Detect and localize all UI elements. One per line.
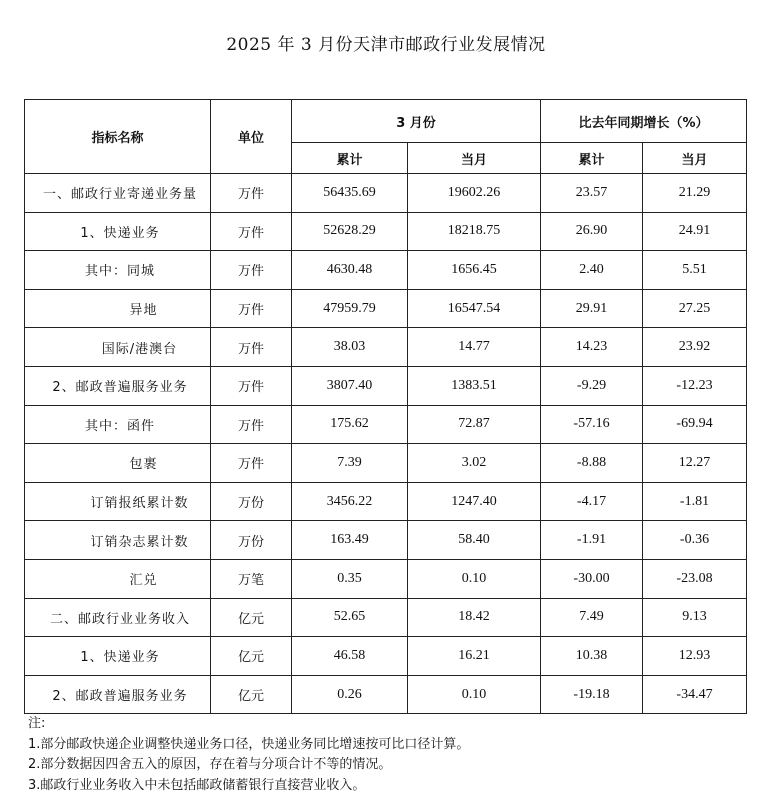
- table-row: [25, 251, 747, 290]
- table-row: [25, 559, 747, 598]
- row-growth-cumulative: 26.90: [541, 212, 643, 251]
- page-title: 2025 年 3 月份天津市邮政行业发展情况: [226, 35, 546, 55]
- row-name: 包裹: [25, 444, 211, 483]
- row-growth-cumulative: -8.88: [541, 444, 643, 483]
- row-unit: 万件: [211, 212, 292, 251]
- header-growth: 比去年同期增长（%）: [541, 100, 747, 143]
- row-cumulative: 38.03: [292, 328, 408, 367]
- table-row: [25, 675, 747, 714]
- header-unit: 单位: [211, 100, 292, 174]
- row-unit: 万件: [211, 174, 292, 213]
- row-cumulative: 46.58: [292, 637, 408, 676]
- note-item-1: 1.部分邮政快递企业调整快递业务口径，快递业务同比增速按可比口径计算。: [28, 736, 470, 752]
- table-row: [25, 174, 747, 213]
- row-unit: 万件: [211, 405, 292, 444]
- row-current: 19602.26: [408, 174, 541, 213]
- row-current: 0.10: [408, 559, 541, 598]
- row-name: 国际/港澳台: [25, 328, 211, 367]
- row-current: 1383.51: [408, 366, 541, 405]
- row-cumulative: 0.35: [292, 559, 408, 598]
- row-cumulative: 163.49: [292, 521, 408, 560]
- table-row: [25, 482, 747, 521]
- row-name: 其中：函件: [25, 405, 211, 444]
- header-indicator: 指标名称: [25, 100, 211, 174]
- row-growth-current: 9.13: [643, 598, 747, 637]
- row-growth-cumulative: 29.91: [541, 289, 643, 328]
- row-cumulative: 52628.29: [292, 212, 408, 251]
- row-name: 订销报纸累计数: [25, 482, 211, 521]
- row-unit: 万笔: [211, 559, 292, 598]
- row-current: 18218.75: [408, 212, 541, 251]
- header-growth-current: 当月: [643, 143, 747, 174]
- row-unit: 万份: [211, 482, 292, 521]
- row-growth-cumulative: -57.16: [541, 405, 643, 444]
- row-unit: 万件: [211, 444, 292, 483]
- header-march: 3 月份: [292, 100, 541, 143]
- row-cumulative: 4630.48: [292, 251, 408, 290]
- row-name: 二、邮政行业业务收入: [25, 598, 211, 637]
- row-unit: 万份: [211, 521, 292, 560]
- table-row: [25, 328, 747, 367]
- row-growth-cumulative: -19.18: [541, 675, 643, 714]
- row-current: 18.42: [408, 598, 541, 637]
- row-growth-current: 5.51: [643, 251, 747, 290]
- row-cumulative: 56435.69: [292, 174, 408, 213]
- row-current: 16547.54: [408, 289, 541, 328]
- row-growth-current: -23.08: [643, 559, 747, 598]
- row-name: 异地: [25, 289, 211, 328]
- row-unit: 万件: [211, 366, 292, 405]
- row-growth-current: -69.94: [643, 405, 747, 444]
- table-row: [25, 521, 747, 560]
- row-current: 1247.40: [408, 482, 541, 521]
- row-cumulative: 3456.22: [292, 482, 408, 521]
- row-name: 其中：同城: [25, 251, 211, 290]
- row-growth-current: 12.93: [643, 637, 747, 676]
- table-row: [25, 212, 747, 251]
- row-current: 16.21: [408, 637, 541, 676]
- notes-label: 注:: [28, 716, 46, 731]
- row-growth-current: 23.92: [643, 328, 747, 367]
- table-row: [25, 444, 747, 483]
- row-growth-current: -12.23: [643, 366, 747, 405]
- row-growth-cumulative: -1.91: [541, 521, 643, 560]
- row-unit: 亿元: [211, 598, 292, 637]
- row-name: 1、快递业务: [25, 637, 211, 676]
- row-cumulative: 7.39: [292, 444, 408, 483]
- row-growth-cumulative: -30.00: [541, 559, 643, 598]
- notes: [28, 714, 758, 796]
- row-growth-cumulative: 10.38: [541, 637, 643, 676]
- row-growth-cumulative: 7.49: [541, 598, 643, 637]
- row-name: 一、邮政行业寄递业务量: [25, 174, 211, 213]
- row-name: 2、邮政普遍服务业务: [25, 675, 211, 714]
- row-growth-current: 21.29: [643, 174, 747, 213]
- header-growth-cumulative: 累计: [541, 143, 643, 174]
- row-cumulative: 52.65: [292, 598, 408, 637]
- row-current: 14.77: [408, 328, 541, 367]
- table-row: [25, 289, 747, 328]
- table-row: [25, 598, 747, 637]
- row-growth-cumulative: -4.17: [541, 482, 643, 521]
- note-item-3: 3.邮政行业业务收入中未包括邮政储蓄银行直接营业收入。: [28, 777, 366, 793]
- row-growth-current: 24.91: [643, 212, 747, 251]
- table-row: [25, 405, 747, 444]
- row-unit: 亿元: [211, 675, 292, 714]
- note-item-2: 2.部分数据因四舍五入的原因，存在着与分项合计不等的情况。: [28, 757, 392, 772]
- table-row: [25, 637, 747, 676]
- row-cumulative: 3807.40: [292, 366, 408, 405]
- row-unit: 亿元: [211, 637, 292, 676]
- row-growth-cumulative: 14.23: [541, 328, 643, 367]
- row-current: 0.10: [408, 675, 541, 714]
- row-growth-current: -34.47: [643, 675, 747, 714]
- row-growth-current: 27.25: [643, 289, 747, 328]
- row-current: 72.87: [408, 405, 541, 444]
- row-current: 58.40: [408, 521, 541, 560]
- row-growth-cumulative: 2.40: [541, 251, 643, 290]
- row-unit: 万件: [211, 328, 292, 367]
- row-unit: 万件: [211, 251, 292, 290]
- row-current: 3.02: [408, 444, 541, 483]
- row-growth-current: -0.36: [643, 521, 747, 560]
- row-growth-cumulative: 23.57: [541, 174, 643, 213]
- table-row: [25, 366, 747, 405]
- row-growth-current: -1.81: [643, 482, 747, 521]
- row-name: 2、邮政普遍服务业务: [25, 366, 211, 405]
- row-cumulative: 0.26: [292, 675, 408, 714]
- row-name: 订销杂志累计数: [25, 521, 211, 560]
- table-body: [25, 174, 747, 714]
- header-cumulative: 累计: [292, 143, 408, 174]
- row-growth-cumulative: -9.29: [541, 366, 643, 405]
- row-unit: 万件: [211, 289, 292, 328]
- row-name: 汇兑: [25, 559, 211, 598]
- statistics-table: [24, 99, 747, 714]
- row-cumulative: 47959.79: [292, 289, 408, 328]
- header-current: 当月: [408, 143, 541, 174]
- row-cumulative: 175.62: [292, 405, 408, 444]
- row-current: 1656.45: [408, 251, 541, 290]
- row-growth-current: 12.27: [643, 444, 747, 483]
- row-name: 1、快递业务: [25, 212, 211, 251]
